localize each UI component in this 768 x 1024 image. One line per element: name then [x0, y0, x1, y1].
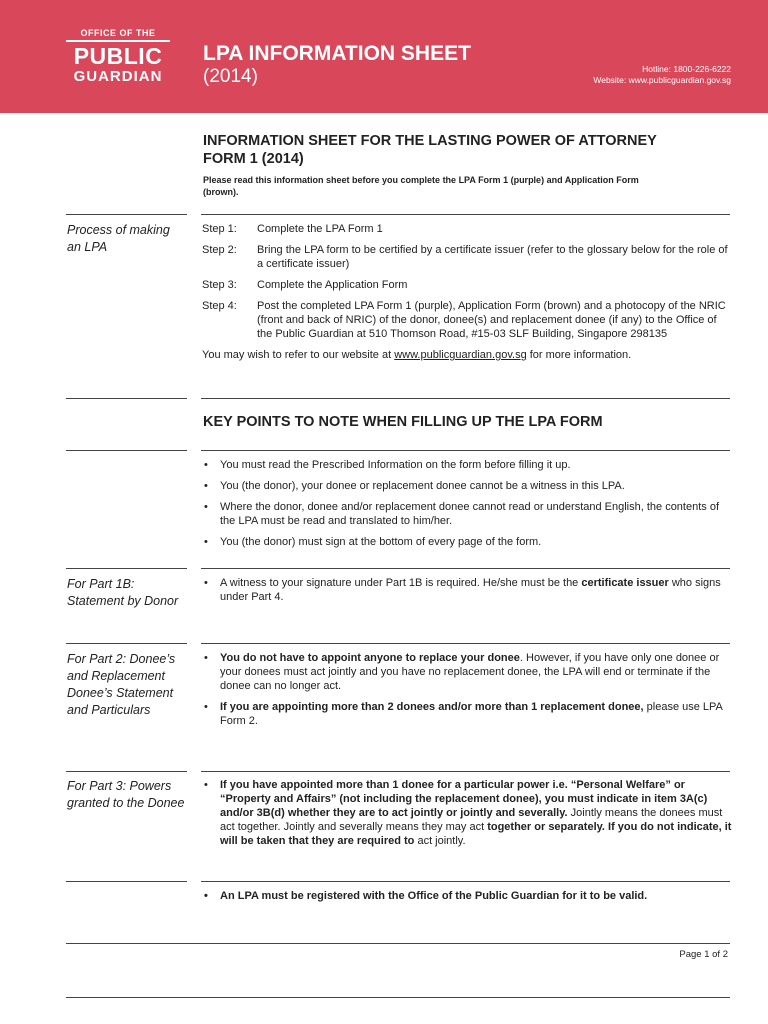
bullet-item: • An LPA must be registered with the Office of the Public Guardian for it to be valid. — [202, 889, 734, 903]
bullet-item — [202, 700, 734, 728]
side-label-part-3: For Part 3: Powers granted to the Donee — [67, 779, 185, 810]
more-info-text: You may wish to refer to our website at — [202, 349, 395, 361]
logo-divider — [66, 40, 170, 42]
step-text: Post the completed LPA Form 1 (purple), Application Form (brown) and a photocopy of the NRIC (front and back of NRIC) of the donor, donee(s) and replacement donee (if any) to the Office of the Public Guardian at 510 Thomson Road, #15-03 SLF Building, Singapore 298135 — [257, 300, 726, 340]
hotline: Hotline: 1800-226-6222 — [642, 64, 731, 74]
part-3-points — [202, 778, 734, 855]
divider — [66, 398, 187, 399]
step-label: Step 1: — [202, 223, 237, 235]
public-guardian-logo — [66, 28, 170, 85]
bullet-bold-text: If you are appointing more than 2 donees and/or more than 1 replacement donee, — [220, 701, 644, 713]
divider — [66, 771, 187, 772]
document-year: (2014) — [203, 66, 258, 87]
side-label-part-2: For Part 2: Donee’s and Replacement Donee’s Statement and Particulars — [67, 652, 176, 717]
step-item — [202, 299, 734, 341]
bullet-item: • You (the donor) must sign at the bottom of every page of the form. — [202, 535, 734, 549]
more-info-text: for more information. — [526, 349, 632, 361]
logo-bottom-text: GUARDIAN — [73, 67, 163, 85]
bullet-item — [202, 576, 734, 604]
part-2-points — [202, 651, 734, 735]
side-label-process: Process of making an LPA — [67, 223, 170, 254]
intro-note: Please read this information sheet before you complete the LPA Form 1 (purple) and Application Form (brown). — [203, 175, 639, 197]
bullet-text: act jointly. — [414, 835, 466, 847]
bullet-bold-text: certificate issuer — [581, 577, 669, 589]
divider — [66, 881, 187, 882]
divider — [201, 881, 730, 882]
bullet-text: . However, if you have only one donee or your donees must act jointly and you have no replacement donee, the LPA will end or terminate if the donee can no longer act. — [220, 652, 720, 692]
bullet-item: • You (the donor), your donee or replacement donee cannot be a witness in this LPA. — [202, 479, 734, 493]
bullet-text: A witness to your signature under Part 1B is required. He/she must be the — [220, 577, 582, 589]
main-title-line2: FORM 1 (2014) — [203, 151, 304, 167]
more-info — [202, 348, 734, 362]
divider — [201, 771, 730, 772]
step-text: Complete the Application Form — [257, 279, 408, 291]
contact-info — [593, 64, 731, 86]
step-label: Step 4: — [202, 300, 237, 312]
divider — [201, 214, 730, 215]
logo-middle-text: PUBLIC — [73, 42, 163, 69]
bullet-text: please use LPA Form 2. — [220, 701, 723, 727]
bullet-text: Jointly means the donees must act together. Jointly and severally means they may act — [220, 807, 723, 833]
divider — [66, 643, 187, 644]
divider — [66, 568, 187, 569]
main-title — [203, 132, 743, 168]
side-label-part-1b: For Part 1B: Statement by Donor — [67, 577, 179, 608]
bullet-text: who signs under Part 4. — [220, 577, 721, 603]
step-label: Step 3: — [202, 279, 237, 291]
step-item — [202, 222, 734, 236]
step-item — [202, 243, 734, 271]
document-title: LPA INFORMATION SHEET — [203, 42, 471, 65]
divider — [201, 643, 730, 644]
page-number: Page 1 of 2 — [679, 949, 728, 960]
general-points — [202, 458, 734, 556]
process-steps — [202, 222, 734, 362]
bottom-divider — [66, 997, 730, 998]
divider — [201, 450, 730, 451]
key-points-heading: KEY POINTS TO NOTE WHEN FILLING UP THE LPA FORM — [203, 414, 603, 430]
divider — [201, 568, 730, 569]
divider — [66, 450, 187, 451]
divider — [66, 214, 187, 215]
bullet-item: • Where the donor, donee and/or replacement donee cannot read or understand English, the contents of the LPA must be read and translated to him/her. — [202, 500, 734, 528]
bullet-bold-text: together or separately. If you do not indicate, it will be taken that they are required to — [220, 821, 732, 847]
step-label: Step 2: — [202, 244, 237, 256]
main-title-line1: INFORMATION SHEET FOR THE LASTING POWER OF ATTORNEY — [203, 133, 657, 149]
step-item — [202, 278, 734, 292]
part-1b-points — [202, 576, 734, 611]
step-text: Bring the LPA form to be certified by a certificate issuer (refer to the glossary below for the role of a certificate issuer) — [257, 244, 728, 270]
bullet-bold-text: You do not have to appoint anyone to replace your donee — [220, 652, 520, 664]
bullet-item: • You must read the Prescribed Information on the form before filling it up. — [202, 458, 734, 472]
footer-divider — [66, 943, 730, 944]
bullet-bold-text: If you have appointed more than 1 donee for a particular power i.e. “Personal Welfare” or “Property and Affairs” (not including the replacement donee), you must indicate in item 3A(c) and/or 3B(d) whether they are to act jointly or jointly and severally. — [220, 779, 708, 819]
website: Website: www.publicguardian.gov.sg — [593, 75, 731, 85]
website-link[interactable]: www.publicguardian.gov.sg — [394, 349, 527, 361]
header-banner — [0, 0, 768, 113]
bullet-item — [202, 778, 734, 848]
divider — [201, 398, 730, 399]
step-text: Complete the LPA Form 1 — [257, 223, 383, 235]
logo-top-text: OFFICE OF THE — [80, 28, 156, 38]
registration-points — [202, 889, 734, 910]
bullet-item — [202, 651, 734, 693]
